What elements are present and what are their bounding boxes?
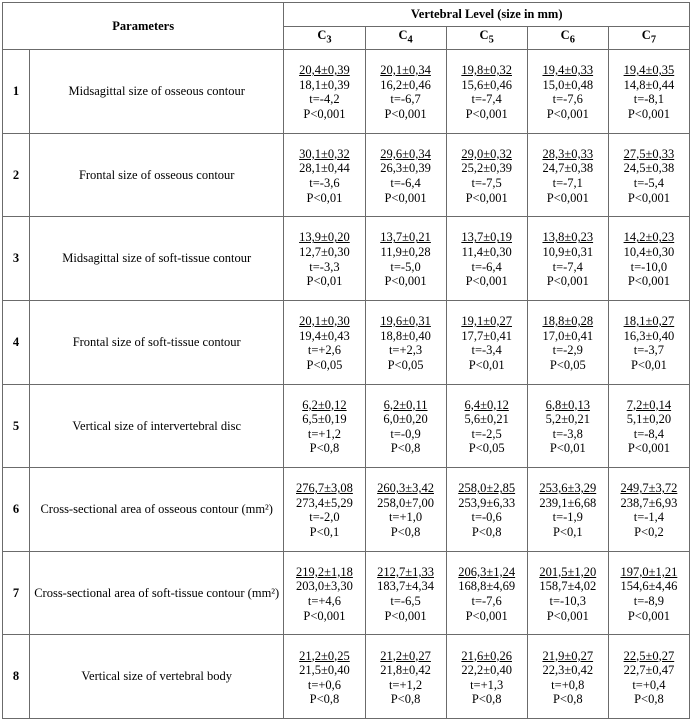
study-value: 10,9±0,31 bbox=[542, 244, 594, 259]
t-statistic: t=-5,4 bbox=[633, 175, 665, 190]
t-statistic: t=+0,8 bbox=[551, 677, 585, 692]
control-value: 19,1±0,27 bbox=[461, 314, 512, 328]
p-value: P<0,001 bbox=[627, 106, 670, 121]
p-value: P<0,001 bbox=[465, 608, 508, 623]
control-value: 13,9±0,20 bbox=[299, 230, 350, 245]
t-statistic: t=-10,3 bbox=[549, 594, 587, 609]
p-value: P<0,001 bbox=[303, 106, 346, 121]
t-statistic: t=-6,7 bbox=[390, 92, 421, 107]
level-header-c7 bbox=[608, 27, 689, 50]
study-value: 239,1±6,68 bbox=[539, 495, 597, 510]
study-value: 258,0±7,00 bbox=[377, 495, 434, 510]
t-statistic: t=-7,6 bbox=[471, 594, 502, 609]
control-value: 219,2±1,18 bbox=[296, 564, 353, 579]
control-value: 13,8±0,23 bbox=[542, 230, 594, 245]
study-value: 14,8±0,44 bbox=[623, 77, 675, 92]
p-value: P<0,001 bbox=[627, 190, 670, 205]
value-cell bbox=[284, 133, 365, 217]
study-value: 15,6±0,46 bbox=[461, 77, 512, 92]
value-cell bbox=[608, 551, 689, 635]
study-value: 17,7±0,41 bbox=[461, 328, 512, 343]
value-cell bbox=[365, 635, 446, 719]
row-number: 1 bbox=[3, 50, 30, 134]
level-base: C bbox=[560, 27, 570, 42]
level-subscript: 6 bbox=[569, 34, 575, 46]
control-value: 258,0±2,85 bbox=[458, 481, 516, 496]
value-cell bbox=[446, 551, 527, 635]
t-statistic: t=+1,2 bbox=[307, 426, 342, 441]
value-cell bbox=[446, 468, 527, 552]
study-value: 5,6±0,21 bbox=[464, 412, 509, 427]
level-base: C bbox=[317, 27, 327, 42]
parameter-name: Cross-sectional area of osseous contour (mm²) bbox=[30, 468, 284, 552]
row-number: 8 bbox=[3, 635, 30, 719]
table-row bbox=[3, 551, 690, 635]
control-value: 7,2±0,14 bbox=[626, 397, 672, 412]
table-row bbox=[3, 133, 690, 217]
t-statistic: t=-3,8 bbox=[552, 426, 583, 441]
p-value: P<0,05 bbox=[549, 357, 586, 372]
control-value: 13,7±0,19 bbox=[461, 230, 512, 245]
study-value: 22,7±0,47 bbox=[623, 663, 675, 678]
value-cell bbox=[608, 384, 689, 468]
p-value: P<0,05 bbox=[306, 357, 343, 372]
p-value: P<0,8 bbox=[309, 692, 340, 707]
study-value: 12,7±0,30 bbox=[299, 244, 350, 259]
p-value: P<0,1 bbox=[552, 525, 583, 540]
p-value: P<0,001 bbox=[303, 608, 346, 623]
p-value: P<0,001 bbox=[546, 106, 589, 121]
t-statistic: t=+1,3 bbox=[470, 677, 504, 692]
control-value: 22,5±0,27 bbox=[623, 648, 675, 663]
level-base: C bbox=[479, 27, 489, 42]
control-value: 21,2±0,27 bbox=[380, 648, 431, 663]
p-value: P<0,2 bbox=[634, 525, 664, 540]
study-value: 16,3±0,40 bbox=[623, 328, 675, 343]
t-statistic: t=-2,0 bbox=[309, 510, 340, 525]
level-base: C bbox=[398, 27, 408, 42]
value-cell bbox=[608, 468, 689, 552]
value-cell bbox=[446, 133, 527, 217]
value-cell bbox=[365, 217, 446, 301]
p-value: P<0,001 bbox=[627, 274, 670, 289]
p-value: P<0,8 bbox=[390, 441, 421, 456]
t-statistic: t=-8,9 bbox=[633, 594, 665, 609]
row-number: 5 bbox=[3, 384, 30, 468]
t-statistic: t=-3,4 bbox=[471, 343, 502, 358]
parameter-name: Midsagittal size of soft-tissue contour bbox=[30, 217, 284, 301]
table-row bbox=[3, 50, 690, 134]
study-value: 203,0±3,30 bbox=[296, 579, 353, 594]
table-row bbox=[3, 384, 690, 468]
study-value: 24,5±0,38 bbox=[623, 161, 675, 176]
study-value: 6,5±0,19 bbox=[302, 412, 347, 427]
level-subscript: 7 bbox=[650, 34, 657, 46]
control-value: 206,3±1,24 bbox=[458, 564, 516, 579]
row-number: 7 bbox=[3, 551, 30, 635]
study-value: 18,8±0,40 bbox=[380, 328, 431, 343]
study-value: 22,3±0,42 bbox=[542, 663, 594, 678]
control-value: 21,9±0,27 bbox=[542, 648, 594, 663]
p-value: P<0,8 bbox=[390, 692, 421, 707]
table-row bbox=[3, 217, 690, 301]
value-cell bbox=[608, 300, 689, 384]
value-cell bbox=[284, 551, 365, 635]
t-statistic: t=-4,2 bbox=[309, 92, 340, 107]
parameter-name: Cross-sectional area of soft-tissue contour (mm²) bbox=[30, 551, 284, 635]
study-value: 10,4±0,30 bbox=[623, 244, 675, 259]
study-value: 22,2±0,40 bbox=[461, 663, 512, 678]
control-value: 197,0±1,21 bbox=[620, 564, 678, 579]
p-value: P<0,05 bbox=[468, 441, 505, 456]
value-cell bbox=[527, 551, 608, 635]
control-value: 260,3±3,42 bbox=[377, 481, 434, 496]
value-cell bbox=[365, 50, 446, 134]
p-value: P<0,01 bbox=[549, 441, 586, 456]
p-value: P<0,01 bbox=[306, 274, 343, 289]
control-value: 18,8±0,28 bbox=[542, 314, 594, 328]
t-statistic: t=+1,0 bbox=[388, 510, 423, 525]
value-cell bbox=[608, 635, 689, 719]
study-value: 28,1±0,44 bbox=[299, 161, 350, 176]
value-cell bbox=[284, 635, 365, 719]
study-value: 5,2±0,21 bbox=[545, 412, 590, 427]
level-base: C bbox=[641, 27, 651, 42]
value-cell bbox=[527, 300, 608, 384]
p-value: P<0,001 bbox=[627, 441, 670, 456]
control-value: 19,4±0,33 bbox=[542, 63, 594, 78]
value-cell bbox=[446, 50, 527, 134]
study-value: 158,7±4,02 bbox=[539, 579, 597, 594]
value-cell bbox=[527, 217, 608, 301]
p-value: P<0,001 bbox=[546, 274, 589, 289]
control-value: 28,3±0,33 bbox=[542, 146, 594, 161]
t-statistic: t=-8,1 bbox=[633, 92, 665, 107]
row-number: 4 bbox=[3, 300, 30, 384]
value-cell bbox=[365, 300, 446, 384]
t-statistic: t=-3,7 bbox=[633, 343, 665, 358]
study-value: 168,8±4,69 bbox=[458, 579, 516, 594]
t-statistic: t=-2,5 bbox=[471, 426, 502, 441]
t-statistic: t=+0,6 bbox=[307, 677, 342, 692]
level-subscript: 4 bbox=[407, 34, 413, 46]
value-cell bbox=[446, 300, 527, 384]
control-value: 276,7±3,08 bbox=[296, 481, 353, 496]
level-header-c3 bbox=[284, 27, 365, 50]
value-cell bbox=[284, 468, 365, 552]
value-cell bbox=[527, 384, 608, 468]
p-value: P<0,8 bbox=[309, 441, 340, 456]
p-value: P<0,001 bbox=[627, 608, 670, 623]
control-value: 253,6±3,29 bbox=[539, 481, 597, 496]
study-value: 21,5±0,40 bbox=[299, 663, 350, 678]
control-value: 20,1±0,34 bbox=[380, 63, 431, 78]
t-statistic: t=-7,5 bbox=[471, 175, 502, 190]
t-statistic: t=-7,4 bbox=[552, 259, 583, 274]
level-subscript: 5 bbox=[488, 34, 494, 46]
value-cell bbox=[446, 217, 527, 301]
study-value: 11,4±0,30 bbox=[461, 244, 512, 259]
p-value: P<0,001 bbox=[465, 106, 508, 121]
control-value: 21,2±0,25 bbox=[299, 648, 350, 663]
study-value: 273,4±5,29 bbox=[296, 495, 353, 510]
control-value: 20,4±0,39 bbox=[299, 63, 350, 78]
t-statistic: t=+4,6 bbox=[307, 594, 342, 609]
parameter-name: Vertical size of intervertebral disc bbox=[30, 384, 284, 468]
value-cell bbox=[608, 133, 689, 217]
p-value: P<0,01 bbox=[630, 357, 667, 372]
study-value: 238,7±6,93 bbox=[620, 495, 678, 510]
control-value: 212,7±1,33 bbox=[377, 564, 434, 579]
vertebral-size-table bbox=[2, 2, 690, 719]
p-value: P<0,8 bbox=[390, 525, 421, 540]
parameter-name: Frontal size of osseous contour bbox=[30, 133, 284, 217]
p-value: P<0,8 bbox=[471, 692, 502, 707]
t-statistic: t=-7,1 bbox=[552, 175, 583, 190]
study-value: 11,9±0,28 bbox=[380, 244, 431, 259]
parameter-name: Frontal size of soft-tissue contour bbox=[30, 300, 284, 384]
t-statistic: t=-7,6 bbox=[552, 92, 583, 107]
value-cell bbox=[446, 635, 527, 719]
p-value: P<0,01 bbox=[468, 357, 505, 372]
t-statistic: t=+2,3 bbox=[388, 343, 423, 358]
control-value: 19,4±0,35 bbox=[623, 63, 675, 78]
row-number: 6 bbox=[3, 468, 30, 552]
p-value: P<0,001 bbox=[384, 106, 427, 121]
p-value: P<0,001 bbox=[546, 190, 589, 205]
table-row bbox=[3, 468, 690, 552]
control-value: 29,6±0,34 bbox=[380, 146, 431, 161]
study-value: 15,0±0,48 bbox=[542, 77, 594, 92]
row-number: 2 bbox=[3, 133, 30, 217]
level-subscript: 3 bbox=[326, 34, 332, 46]
t-statistic: t=-8,4 bbox=[633, 426, 665, 441]
t-statistic: t=-1,4 bbox=[633, 510, 665, 525]
control-value: 19,6±0,31 bbox=[380, 314, 431, 328]
p-value: P<0,001 bbox=[384, 190, 427, 205]
control-value: 30,1±0,32 bbox=[299, 146, 350, 161]
study-value: 24,7±0,38 bbox=[542, 161, 594, 176]
value-cell bbox=[527, 50, 608, 134]
control-value: 29,0±0,32 bbox=[461, 146, 512, 161]
study-value: 5,1±0,20 bbox=[626, 412, 672, 427]
t-statistic: t=+2,6 bbox=[307, 343, 342, 358]
control-value: 6,2±0,11 bbox=[383, 397, 428, 412]
t-statistic: t=-10,0 bbox=[630, 259, 668, 274]
t-statistic: t=-6,4 bbox=[390, 175, 421, 190]
level-header-c6 bbox=[527, 27, 608, 50]
p-value: P<0,8 bbox=[552, 692, 583, 707]
value-cell bbox=[608, 50, 689, 134]
p-value: P<0,001 bbox=[384, 274, 427, 289]
value-cell bbox=[365, 468, 446, 552]
study-value: 16,2±0,46 bbox=[380, 77, 431, 92]
study-value: 19,4±0,43 bbox=[299, 328, 350, 343]
value-cell bbox=[365, 551, 446, 635]
value-cell bbox=[608, 217, 689, 301]
t-statistic: t=-0,9 bbox=[390, 426, 421, 441]
value-cell bbox=[284, 300, 365, 384]
control-value: 6,8±0,13 bbox=[545, 397, 590, 412]
control-value: 27,5±0,33 bbox=[623, 146, 675, 161]
p-value: P<0,8 bbox=[471, 525, 502, 540]
study-value: 26,3±0,39 bbox=[380, 161, 431, 176]
t-statistic: t=-3,3 bbox=[309, 259, 340, 274]
control-value: 6,2±0,12 bbox=[302, 397, 347, 412]
control-value: 19,8±0,32 bbox=[461, 63, 512, 78]
value-cell bbox=[284, 50, 365, 134]
control-value: 13,7±0,21 bbox=[380, 230, 431, 245]
study-value: 25,2±0,39 bbox=[461, 161, 512, 176]
value-cell bbox=[527, 635, 608, 719]
parameters-header: Parameters bbox=[3, 3, 284, 50]
control-value: 18,1±0,27 bbox=[623, 314, 675, 328]
t-statistic: t=-7,4 bbox=[471, 92, 502, 107]
t-statistic: t=-0,6 bbox=[471, 510, 502, 525]
p-value: P<0,8 bbox=[634, 692, 664, 707]
p-value: P<0,001 bbox=[384, 608, 427, 623]
p-value: P<0,01 bbox=[306, 190, 343, 205]
p-value: P<0,05 bbox=[387, 357, 424, 372]
parameter-name: Midsagittal size of osseous contour bbox=[30, 50, 284, 134]
value-cell bbox=[527, 133, 608, 217]
control-value: 14,2±0,23 bbox=[623, 230, 675, 245]
table-row bbox=[3, 300, 690, 384]
control-value: 6,4±0,12 bbox=[464, 397, 509, 412]
control-value: 20,1±0,30 bbox=[299, 314, 350, 328]
value-cell bbox=[365, 384, 446, 468]
level-header-c4 bbox=[365, 27, 446, 50]
parameter-name: Vertical size of vertebral body bbox=[30, 635, 284, 719]
study-value: 21,8±0,42 bbox=[380, 663, 431, 678]
t-statistic: t=+1,2 bbox=[388, 677, 423, 692]
t-statistic: t=-5,0 bbox=[390, 259, 421, 274]
value-cell bbox=[284, 217, 365, 301]
p-value: P<0,1 bbox=[309, 525, 340, 540]
row-number: 3 bbox=[3, 217, 30, 301]
level-header-c5 bbox=[446, 27, 527, 50]
study-value: 154,6±4,46 bbox=[620, 579, 678, 594]
p-value: P<0,001 bbox=[465, 274, 508, 289]
value-cell bbox=[527, 468, 608, 552]
p-value: P<0,001 bbox=[546, 608, 589, 623]
t-statistic: t=-1,9 bbox=[552, 510, 583, 525]
vertebral-level-header: Vertebral Level (size in mm) bbox=[284, 3, 690, 27]
p-value: P<0,001 bbox=[465, 190, 508, 205]
t-statistic: t=-2,9 bbox=[552, 343, 583, 358]
table-row bbox=[3, 635, 690, 719]
study-value: 18,1±0,39 bbox=[299, 77, 350, 92]
control-value: 201,5±1,20 bbox=[539, 564, 597, 579]
value-cell bbox=[365, 133, 446, 217]
value-cell bbox=[284, 384, 365, 468]
value-cell bbox=[446, 384, 527, 468]
t-statistic: t=+0,4 bbox=[632, 677, 666, 692]
t-statistic: t=-3,6 bbox=[309, 175, 340, 190]
study-value: 183,7±4,34 bbox=[377, 579, 434, 594]
t-statistic: t=-6,4 bbox=[471, 259, 502, 274]
study-value: 17,0±0,41 bbox=[542, 328, 594, 343]
control-value: 21,6±0,26 bbox=[461, 648, 512, 663]
t-statistic: t=-6,5 bbox=[390, 594, 421, 609]
study-value: 253,9±6,33 bbox=[458, 495, 516, 510]
control-value: 249,7±3,72 bbox=[620, 481, 678, 496]
study-value: 6,0±0,20 bbox=[383, 412, 428, 427]
